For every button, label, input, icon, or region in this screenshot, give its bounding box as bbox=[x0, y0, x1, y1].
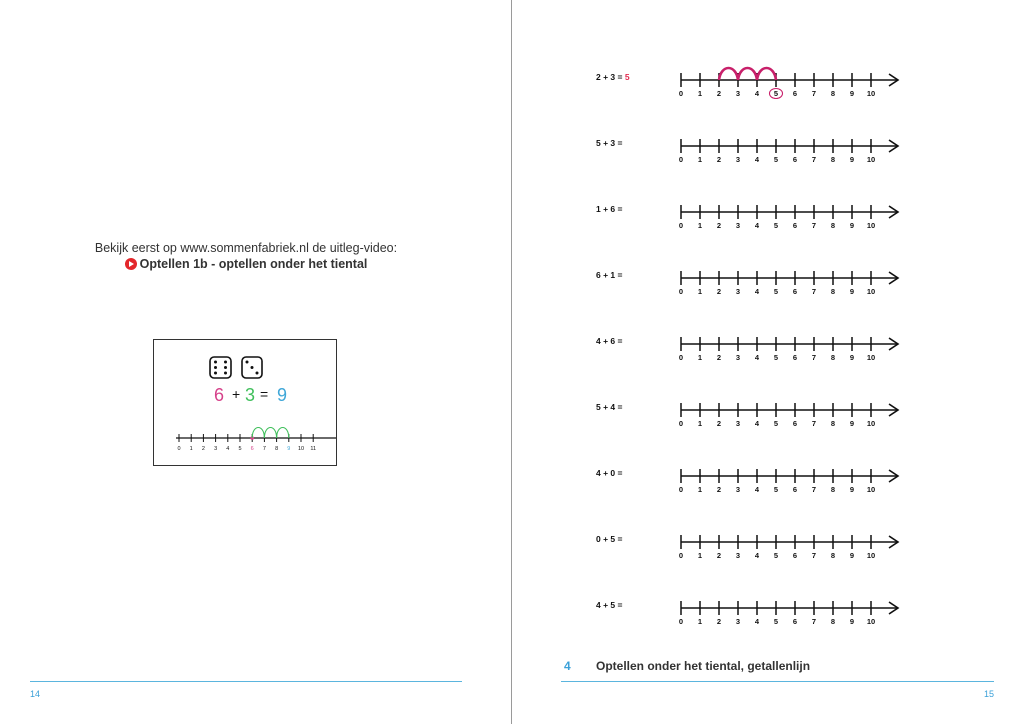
tick-label: 2 bbox=[716, 221, 722, 230]
tick-label: 0 bbox=[678, 551, 684, 560]
number-line bbox=[677, 194, 903, 230]
problem-text: 4 + 0 = bbox=[596, 468, 623, 478]
tick-label: 2 bbox=[716, 89, 722, 98]
tick-label: 10 bbox=[866, 551, 876, 560]
number-line bbox=[677, 392, 903, 428]
thumb-tick-label: 7 bbox=[262, 446, 266, 452]
tick-label: 1 bbox=[697, 353, 703, 362]
tick-label: 6 bbox=[792, 89, 798, 98]
number-line bbox=[677, 590, 903, 626]
problem-text: 0 + 5 = bbox=[596, 534, 623, 544]
tick-label: 4 bbox=[754, 287, 760, 296]
tick-label: 0 bbox=[678, 221, 684, 230]
number-line bbox=[677, 62, 903, 98]
thumb-tick-label: 1 bbox=[189, 446, 193, 452]
tick-label: 1 bbox=[697, 617, 703, 626]
problem-text: 6 + 1 = bbox=[596, 270, 623, 280]
thumb-tick-label: 5 bbox=[238, 446, 242, 452]
tick-label: 1 bbox=[697, 221, 703, 230]
tick-label: 8 bbox=[830, 353, 836, 362]
thumb-tick-label: 2 bbox=[201, 446, 205, 452]
tick-label: 9 bbox=[849, 617, 855, 626]
thumb-tick-label: 6 bbox=[250, 446, 254, 452]
thumb-equals: = bbox=[260, 386, 269, 402]
tick-label: 5 bbox=[773, 353, 779, 362]
tick-label: 5 bbox=[773, 485, 779, 494]
problem-text: 4 + 5 = bbox=[596, 600, 623, 610]
tick-label: 9 bbox=[849, 221, 855, 230]
tick-label: 4 bbox=[754, 89, 760, 98]
thumb-sum-result: 9 bbox=[277, 385, 288, 405]
tick-label: 2 bbox=[716, 617, 722, 626]
problem-label bbox=[596, 336, 622, 346]
thumb-tick-label: 10 bbox=[297, 446, 305, 452]
tick-label: 6 bbox=[792, 617, 798, 626]
tick-label: 10 bbox=[866, 485, 876, 494]
tick-label: 9 bbox=[849, 287, 855, 296]
tick-label: 8 bbox=[830, 617, 836, 626]
tick-label: 6 bbox=[792, 551, 798, 560]
tick-label: 6 bbox=[792, 287, 798, 296]
section-title: Optellen onder het tiental, getallenlijn bbox=[596, 659, 811, 673]
tick-label: 4 bbox=[754, 485, 760, 494]
tick-label: 0 bbox=[678, 155, 684, 164]
thumb-tick-label: 8 bbox=[275, 446, 279, 452]
thumb-tick-label: 4 bbox=[226, 446, 230, 452]
tick-label: 7 bbox=[811, 551, 817, 560]
tick-label: 10 bbox=[866, 617, 876, 626]
tick-label: 2 bbox=[716, 551, 722, 560]
tick-label: 8 bbox=[830, 419, 836, 428]
dice-six-icon bbox=[210, 357, 231, 378]
tick-label: 6 bbox=[792, 155, 798, 164]
tick-label: 3 bbox=[735, 287, 741, 296]
thumb-tick-label: 11 bbox=[310, 446, 317, 452]
tick-label: 7 bbox=[811, 419, 817, 428]
tick-label: 1 bbox=[697, 485, 703, 494]
tick-label: 3 bbox=[735, 89, 741, 98]
tick-label: 8 bbox=[830, 221, 836, 230]
tick-label: 7 bbox=[811, 485, 817, 494]
tick-label: 6 bbox=[792, 221, 798, 230]
tick-label: 9 bbox=[849, 155, 855, 164]
problem-label bbox=[596, 270, 622, 280]
tick-label: 0 bbox=[678, 353, 684, 362]
tick-label: 7 bbox=[811, 221, 817, 230]
thumb-jump-arc bbox=[277, 428, 289, 439]
tick-label: 5 bbox=[773, 89, 779, 98]
page-number-left: 14 bbox=[30, 689, 41, 699]
tick-label: 6 bbox=[792, 485, 798, 494]
problem-text: 5 + 3 = bbox=[596, 138, 623, 148]
number-line bbox=[677, 458, 903, 494]
problem-label bbox=[596, 138, 622, 148]
tick-label: 7 bbox=[811, 287, 817, 296]
tick-label: 1 bbox=[697, 419, 703, 428]
tick-label: 10 bbox=[866, 419, 876, 428]
tick-label: 0 bbox=[678, 617, 684, 626]
tick-label: 1 bbox=[697, 287, 703, 296]
tick-label: 6 bbox=[792, 353, 798, 362]
page-number-right: 15 bbox=[984, 689, 995, 699]
tick-label: 9 bbox=[849, 89, 855, 98]
tick-label: 4 bbox=[754, 221, 760, 230]
tick-label: 10 bbox=[866, 155, 876, 164]
jump-arc bbox=[719, 68, 738, 80]
footer-rule-right bbox=[561, 681, 994, 682]
tick-label: 1 bbox=[697, 89, 703, 98]
problem-label bbox=[596, 600, 622, 610]
jump-arc bbox=[757, 68, 776, 80]
tick-label: 5 bbox=[773, 419, 779, 428]
tick-label: 4 bbox=[754, 617, 760, 626]
tick-label: 0 bbox=[678, 419, 684, 428]
tick-label: 5 bbox=[773, 287, 779, 296]
problem-label bbox=[596, 72, 630, 82]
tick-label: 1 bbox=[697, 155, 703, 164]
tick-label: 5 bbox=[773, 551, 779, 560]
intro-line: Bekijk eerst op www.sommenfabriek.nl de uitleg-video: bbox=[94, 241, 398, 255]
video-thumbnail[interactable] bbox=[153, 339, 337, 466]
tick-label: 8 bbox=[830, 485, 836, 494]
video-title[interactable]: Optellen 1b - optellen onder het tiental bbox=[139, 257, 368, 271]
thumb-tick-label: 9 bbox=[287, 446, 291, 452]
tick-label: 8 bbox=[830, 155, 836, 164]
tick-label: 5 bbox=[773, 155, 779, 164]
problem-text: 1 + 6 = bbox=[596, 204, 623, 214]
video-link[interactable] bbox=[0, 257, 512, 271]
tick-label: 5 bbox=[773, 617, 779, 626]
tick-label: 6 bbox=[792, 419, 798, 428]
tick-label: 3 bbox=[735, 485, 741, 494]
thumb-sum-b: 3 bbox=[245, 385, 256, 405]
tick-label: 7 bbox=[811, 89, 817, 98]
tick-label: 2 bbox=[716, 353, 722, 362]
number-line bbox=[677, 524, 903, 560]
tick-label: 9 bbox=[849, 485, 855, 494]
tick-label: 2 bbox=[716, 419, 722, 428]
thumb-tick-label: 3 bbox=[214, 446, 218, 452]
tick-label: 3 bbox=[735, 617, 741, 626]
problem-label bbox=[596, 468, 622, 478]
tick-label: 7 bbox=[811, 155, 817, 164]
dice-three-icon bbox=[242, 357, 262, 378]
intro-text bbox=[0, 241, 512, 271]
tick-label: 4 bbox=[754, 419, 760, 428]
thumb-number-line bbox=[176, 428, 336, 453]
problem-label bbox=[596, 402, 622, 412]
problem-text: 4 + 6 = bbox=[596, 336, 623, 346]
tick-label: 8 bbox=[830, 89, 836, 98]
tick-label: 9 bbox=[849, 353, 855, 362]
tick-label: 10 bbox=[866, 287, 876, 296]
tick-label: 3 bbox=[735, 221, 741, 230]
number-line bbox=[677, 326, 903, 362]
tick-label: 9 bbox=[849, 419, 855, 428]
number-line bbox=[677, 260, 903, 296]
problem-label bbox=[596, 534, 622, 544]
tick-label: 3 bbox=[735, 353, 741, 362]
play-icon[interactable] bbox=[125, 258, 137, 270]
tick-label: 7 bbox=[811, 353, 817, 362]
tick-label: 8 bbox=[830, 551, 836, 560]
tick-label: 4 bbox=[754, 551, 760, 560]
tick-label: 2 bbox=[716, 485, 722, 494]
tick-label: 5 bbox=[773, 221, 779, 230]
problem-text: 5 + 4 = bbox=[596, 402, 623, 412]
thumb-jump-arc bbox=[252, 428, 264, 439]
tick-label: 10 bbox=[866, 353, 876, 362]
tick-label: 8 bbox=[830, 287, 836, 296]
section-number: 4 bbox=[564, 659, 571, 673]
tick-label: 2 bbox=[716, 155, 722, 164]
tick-label: 0 bbox=[678, 485, 684, 494]
problem-label bbox=[596, 204, 622, 214]
thumb-jump-arc bbox=[264, 428, 276, 439]
tick-label: 10 bbox=[866, 221, 876, 230]
tick-label: 10 bbox=[866, 89, 876, 98]
jump-arc bbox=[738, 68, 757, 80]
tick-label: 0 bbox=[678, 89, 684, 98]
tick-label: 2 bbox=[716, 287, 722, 296]
thumb-sum-a: 6 bbox=[214, 385, 225, 405]
thumb-plus: + bbox=[232, 386, 241, 402]
footer-rule-left bbox=[30, 681, 462, 682]
tick-label: 0 bbox=[678, 287, 684, 296]
tick-label: 1 bbox=[697, 551, 703, 560]
tick-label: 4 bbox=[754, 155, 760, 164]
number-line bbox=[677, 128, 903, 164]
thumb-tick-label: 0 bbox=[177, 446, 181, 452]
tick-label: 7 bbox=[811, 617, 817, 626]
problem-answer: 5 bbox=[624, 72, 630, 82]
problem-text: 2 + 3 = bbox=[596, 72, 623, 82]
tick-label: 3 bbox=[735, 155, 741, 164]
tick-label: 9 bbox=[849, 551, 855, 560]
tick-label: 3 bbox=[735, 419, 741, 428]
tick-label: 4 bbox=[754, 353, 760, 362]
tick-label: 3 bbox=[735, 551, 741, 560]
